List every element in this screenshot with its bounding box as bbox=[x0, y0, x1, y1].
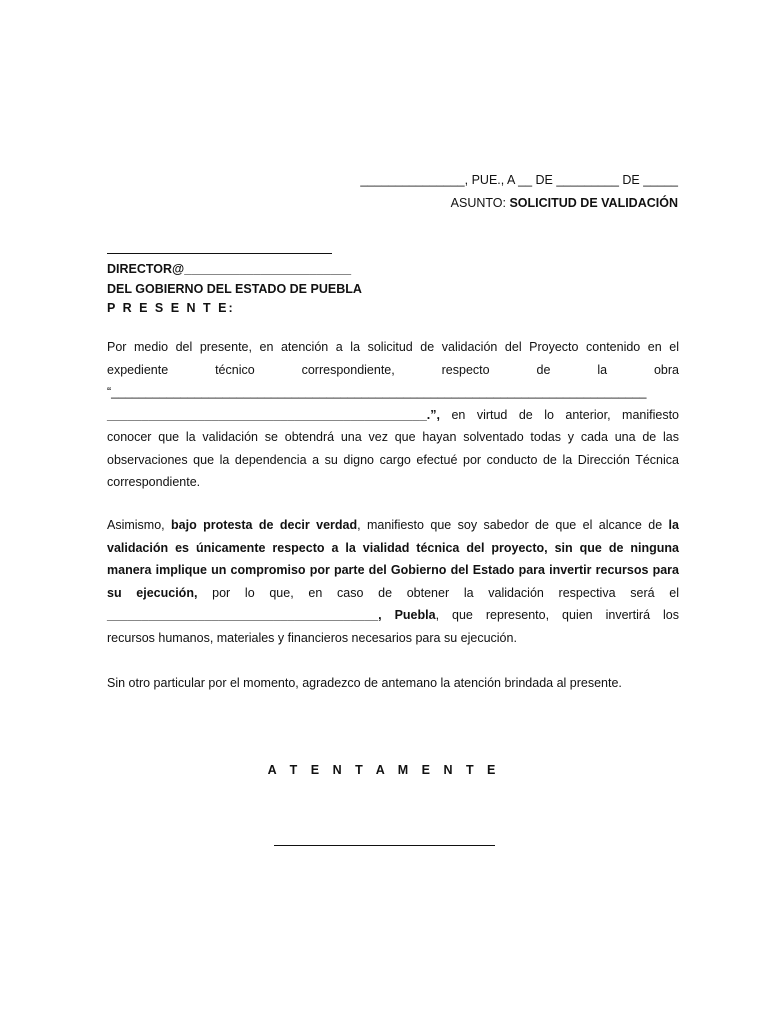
paragraph-line: observaciones que la dependencia a su digno cargo efectué por conducto de la Dirección Técnica bbox=[107, 452, 679, 467]
paragraph-declaration bbox=[107, 514, 679, 649]
subject-line bbox=[451, 196, 678, 210]
paragraph-line bbox=[107, 404, 679, 427]
recipient-presente: P R E S E N T E: bbox=[107, 301, 235, 315]
paragraph-text: , que represento, quien invertirá los bbox=[435, 608, 679, 622]
paragraph-line bbox=[107, 604, 679, 627]
paragraph-closing: Sin otro particular por el momento, agradezco de antemano la atención brindada al presente. bbox=[107, 676, 622, 690]
paragraph-line: expediente técnico correspondiente, respecto de la obra bbox=[107, 362, 679, 377]
place-date-line: _______________, PUE., A __ DE _________ DE _____ bbox=[360, 173, 678, 187]
paragraph-text: por lo que, en caso de obtener la validación respectiva será el bbox=[197, 585, 679, 600]
bold-phrase: validación es únicamente respecto a la vialidad técnica del proyecto, sin que de ninguna bbox=[107, 540, 679, 555]
paragraph-line: Por medio del presente, en atención a la solicitud de validación del Proyecto contenido en el bbox=[107, 340, 679, 354]
bold-phrase: bajo protesta de decir verdad bbox=[171, 518, 358, 532]
paragraph-line: recursos humanos, materiales y financieros necesarios para su ejecución. bbox=[107, 630, 517, 645]
paragraph-line bbox=[107, 514, 679, 537]
paragraph-line: conocer que la validación se obtendrá una vez que hayan solventado todas y cada una de las bbox=[107, 430, 679, 444]
bold-phrase: la bbox=[668, 518, 679, 532]
signature-line bbox=[274, 845, 495, 846]
municipality-blank: _______________________________________, Puebla bbox=[107, 608, 436, 622]
paragraph-request bbox=[107, 336, 679, 494]
subject-value: SOLICITUD DE VALIDACIÓN bbox=[509, 196, 678, 210]
paragraph-line bbox=[107, 537, 679, 560]
bold-phrase: manera implique un compromiso por parte del Gobierno del Estado para invertir recursos para bbox=[107, 563, 679, 577]
project-name-blank-end: ______________________________________________.”, bbox=[107, 407, 440, 422]
paragraph-line bbox=[107, 559, 679, 582]
paragraph-line: correspondiente. bbox=[107, 475, 201, 489]
bold-phrase: su ejecución, bbox=[107, 585, 198, 600]
closing-atentamente: A T E N T A M E N T E bbox=[267, 763, 501, 777]
recipient-title: DIRECTOR@________________________ bbox=[107, 262, 352, 276]
paragraph-text: en virtud de lo anterior, manifiesto bbox=[439, 407, 679, 422]
subject-label: ASUNTO: bbox=[450, 196, 506, 210]
project-name-blank: “_____________________________________________________________________________ bbox=[107, 385, 647, 399]
recipient-name-blank bbox=[107, 253, 332, 254]
recipient-organization: DEL GOBIERNO DEL ESTADO DE PUEBLA bbox=[107, 282, 362, 296]
paragraph-line bbox=[107, 582, 679, 605]
paragraph-text: , manifiesto que soy sabedor de que el alcance de bbox=[357, 518, 669, 532]
paragraph-text: Asimismo, bbox=[107, 518, 172, 532]
